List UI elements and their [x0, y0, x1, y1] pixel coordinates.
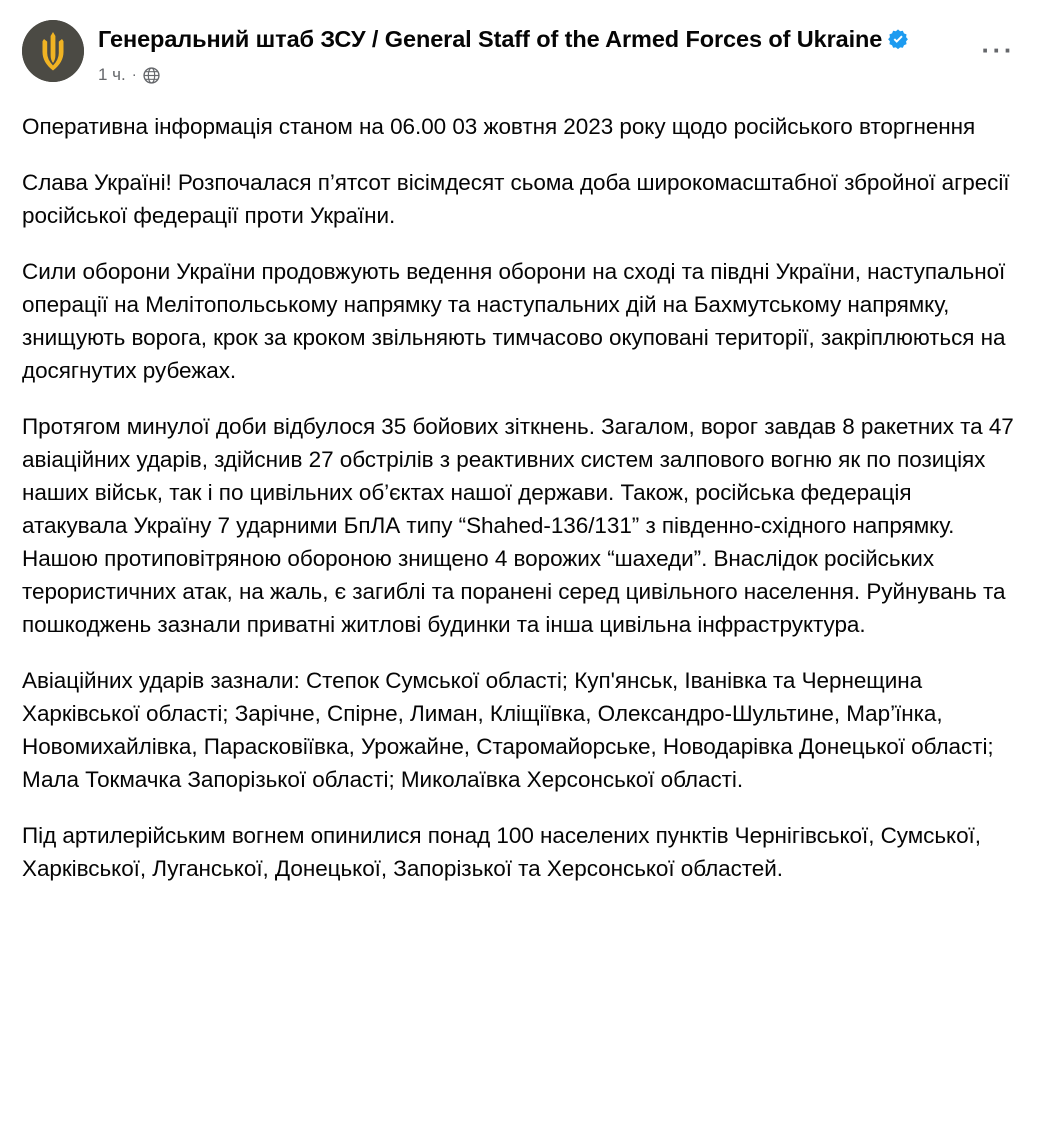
post-paragraph: Під артилерійським вогнем опинилися понад 100 населених пунктів Чернігівської, Сумської, Харківської, Луганської, Донецької, Запорізької та Херсонської областей.	[22, 823, 981, 881]
globe-icon[interactable]	[143, 67, 160, 84]
ellipsis-icon[interactable]: ···	[981, 35, 1015, 65]
avatar[interactable]	[22, 20, 84, 82]
post-body	[22, 110, 1019, 885]
post-header	[22, 18, 1019, 92]
post-timestamp[interactable]: 1 ч.	[98, 65, 126, 84]
page-name-text: Генеральний штаб ЗСУ / General Staff of the Armed Forces of Ukraine	[98, 26, 883, 52]
post-paragraph: Оперативна інформація станом на 06.00 03 жовтня 2023 року щодо російського вторгнення	[22, 114, 976, 139]
post-paragraph: Протягом минулої доби відбулося 35 бойових зіткнень. Загалом, ворог завдав 8 ракетних та 47 авіаційних ударів, здійснив 27 обстрілів з реактивних систем залпового вогню як по позиціях наших військ, так і по цивільних об’єктах нашої держави. Також, російська федерація атакувала Україну 7 ударними БпЛА типу “Shahed-136/131” з південно-східного напрямку. Нашою протиповітряною обороною знищено 4 ворожих “шахеди”. Внаслідок російських терористичних атак, на жаль, є загиблі та поранені серед цивільного населення. Руйнувань та пошкоджень зазнали приватні житлові будинки та інша цивільна інфраструктура.	[22, 414, 1014, 637]
post-paragraph: Авіаційних ударів зазнали: Степок Сумської області; Куп'янськ, Іванівка та Чернещина Харківської області; Зарічне, Спірне, Лиман, Кліщіївка, Олександро-Шультине, Мар’їнка, Новомихайлівка, Парасковіївка, Урожайне, Старомайорське, Новодарівка Донецької області; Мала Токмачка Запорізької області; Миколаївка Херсонської області.	[22, 668, 994, 792]
post-paragraph: Сили оборони України продовжують ведення оборони на сході та півдні України, наступальної операції на Мелітопольському напрямку та наступальних дій на Бахмутському напрямку, знищують ворога, крок за кроком звільняють тимчасово окуповані території, закріплюються на досягнутих рубежах.	[22, 259, 1006, 383]
post-meta	[98, 64, 1019, 86]
post-paragraph: Слава Україні! Розпочалася п’ятсот вісімдесят сьома доба широкомасштабної збройної агресії російської федерації проти України.	[22, 170, 1010, 228]
page-name[interactable]	[98, 24, 1019, 65]
meta-separator: ·	[131, 66, 137, 83]
verified-badge-icon	[887, 27, 909, 58]
post-author-block	[98, 20, 1019, 86]
